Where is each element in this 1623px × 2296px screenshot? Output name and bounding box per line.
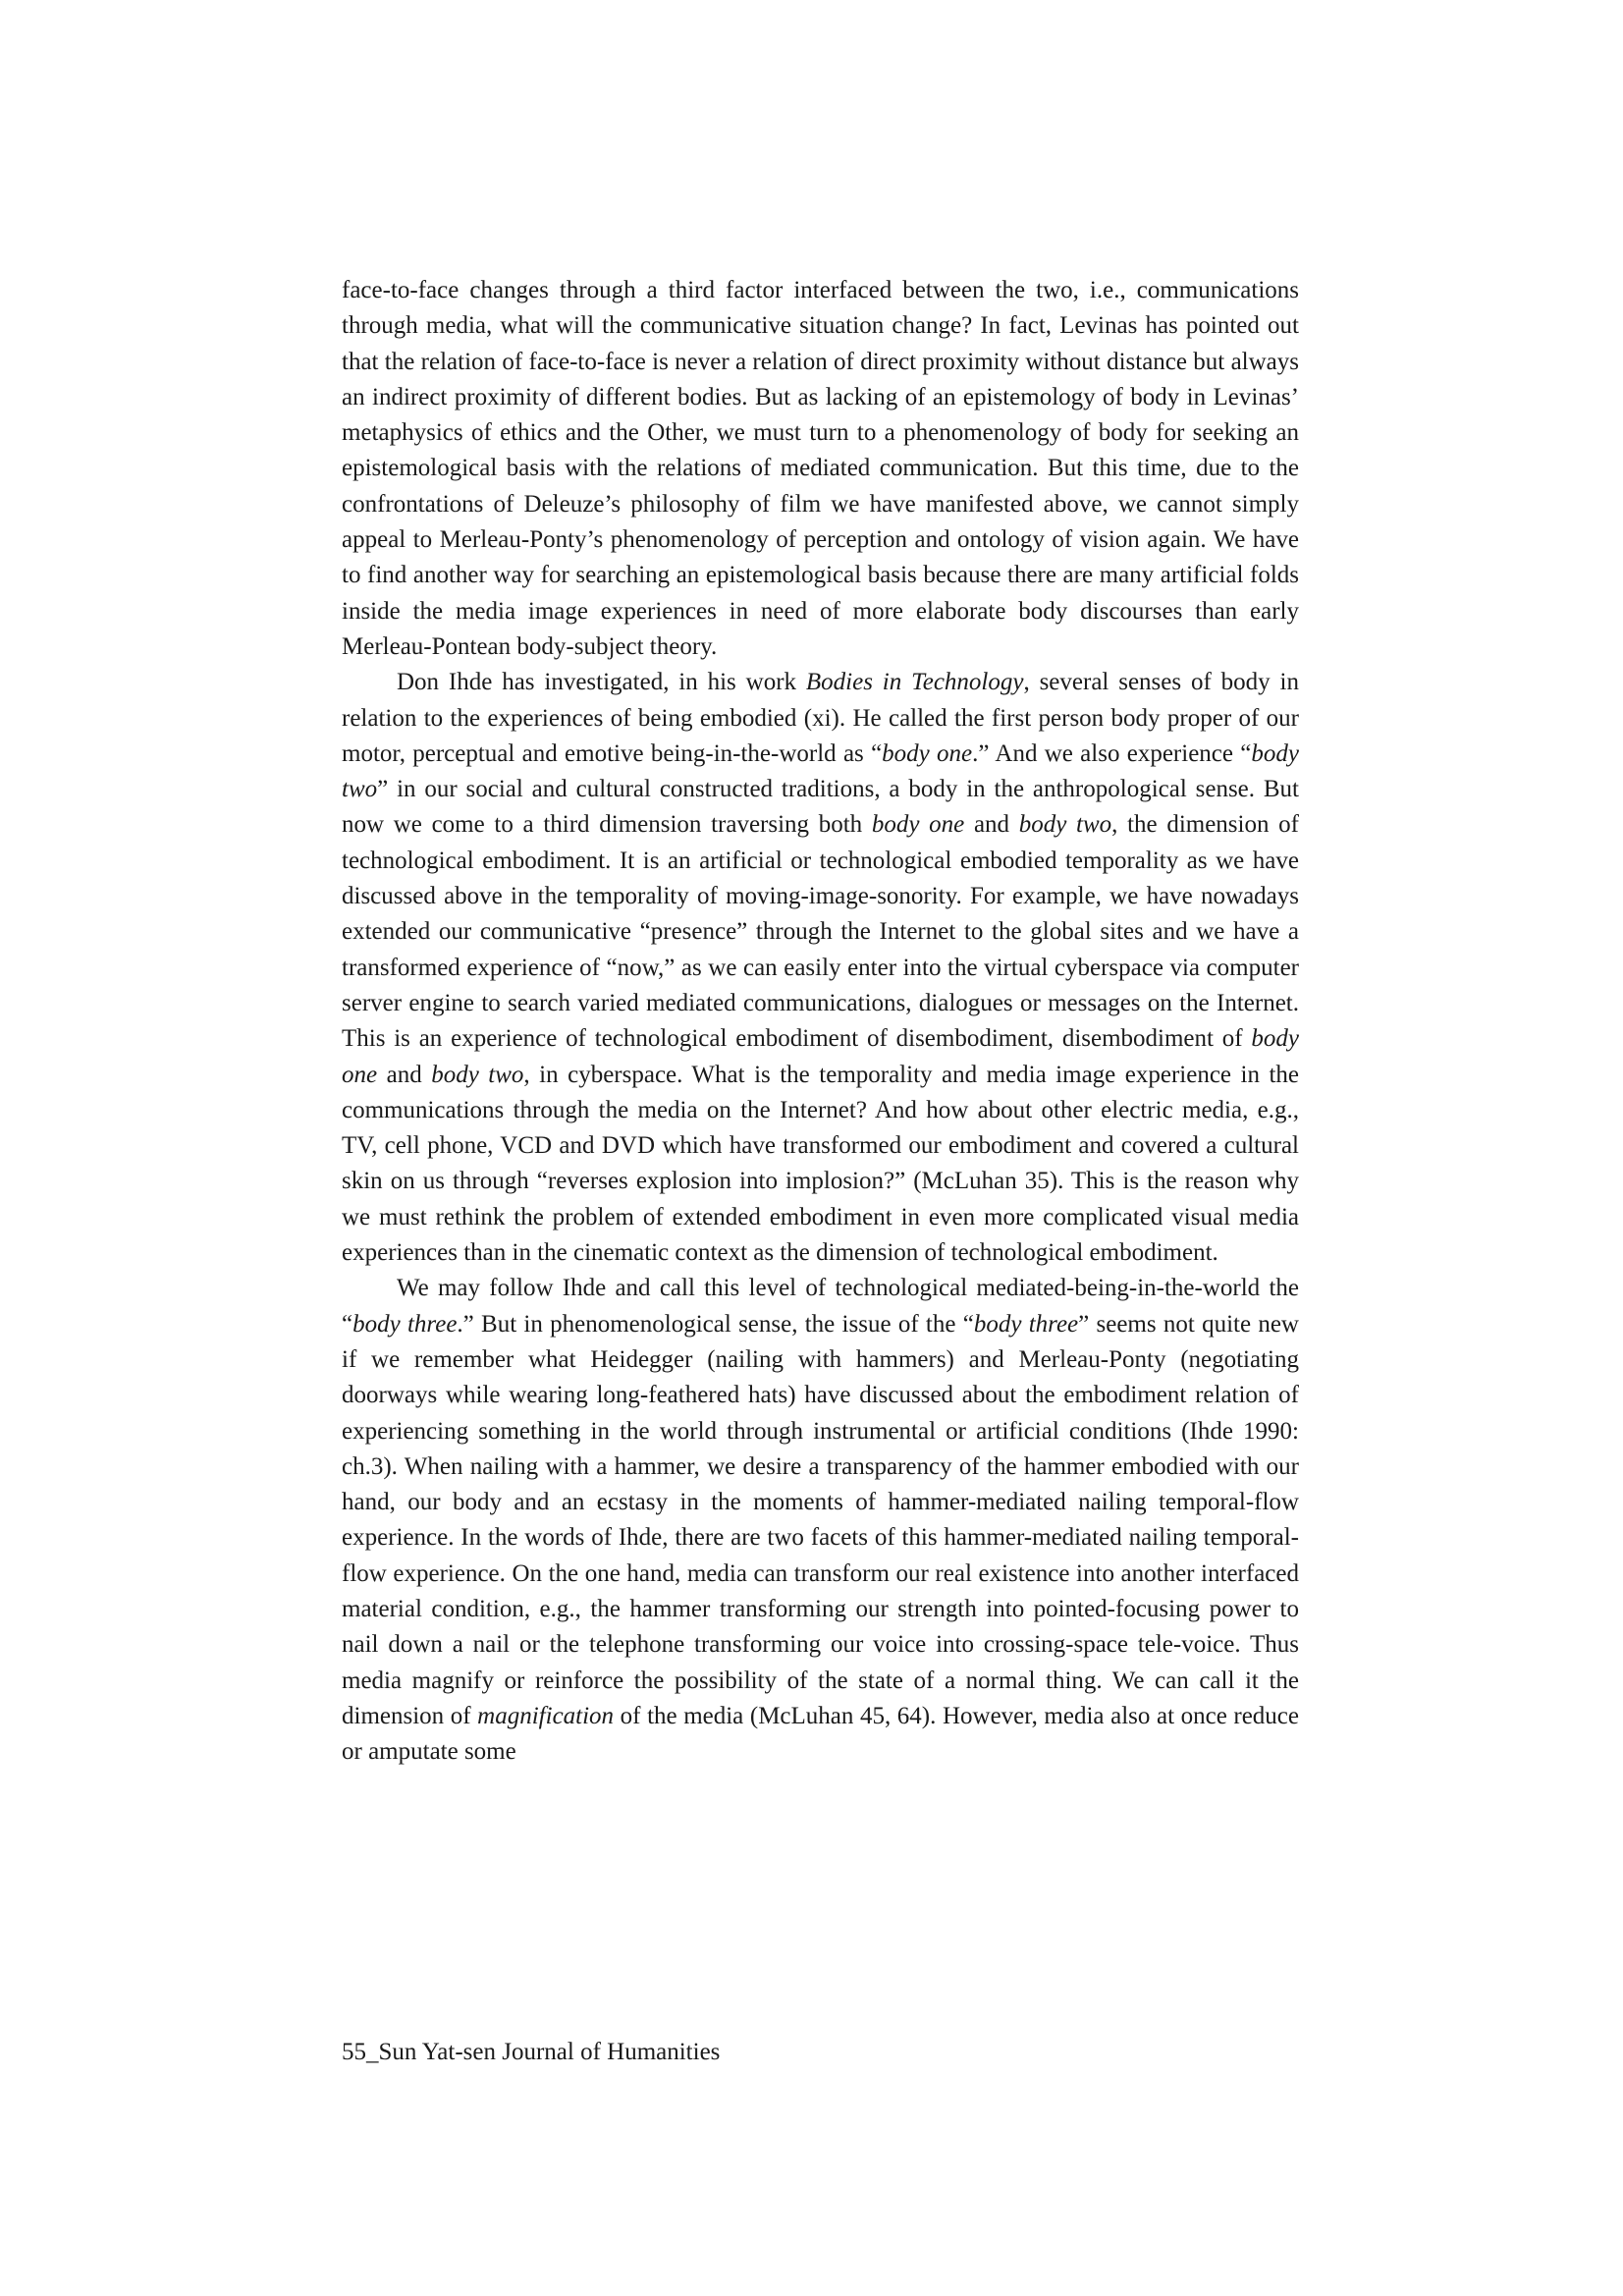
text-run: , several senses of body in relation to the experiences of being embodied (xi). He called the first person body proper of our motor, perceptual and emotive being-in-the-world as “ [342, 669, 1299, 767]
text-run: face-to-face changes through a third factor interfaced between the two, i.e., communications through media, what will the communicative situation change? In fact, Levinas has pointed out that the relation of face-to-face is never a relation of direct proximity without distance but always an indirect proximity of different bodies. But as lacking of an epistemology of body in Levinas’ metaphysics of ethics and the Other, we must turn to a phenomenology of body for seeking an epistemological basis with the relations of mediated communication. But this time, due to the confrontations of Deleuze’s philosophy of film we have manifested above, we cannot simply appeal to Merleau-Ponty’s phenomenology of perception and ontology of vision again. We have to find another way for searching an epistemological basis because there are many artificial folds inside the media image experiences in need of more elaborate body discourses than early Merleau-Pontean body-subject theory. [342, 277, 1299, 660]
text-run: ” in our social and cultural constructed traditions, a body in the anthropological sense. But now we come to a third dimension traversing both [342, 776, 1299, 839]
italic-text: body one [871, 811, 965, 839]
italic-text: body one [342, 1025, 1299, 1088]
paragraph [342, 1271, 1299, 1770]
italic-text: Bodies in Technology [805, 669, 1024, 696]
page-footer [342, 2038, 720, 2067]
text-run: , the dimension of technological embodiment. It is an artificial or technological embodied temporality as we have discussed above in the temporality of moving-image-sonority. For example, we have nowadays extended our communicative “presence” through the Internet to the global sites and we have a transformed experience of “now,” as we can easily enter into the virtual cyberspace via computer server engine to search varied mediated communications, dialogues or messages on the Internet. This is an experience of technological embodiment of disembodiment, disembodiment of [342, 811, 1299, 1053]
body-text [342, 273, 1299, 1770]
text-run: ” seems not quite new if we remember what Heidegger (nailing with hammers) and Merleau-Ponty (negotiating doorways while wearing long-feathered hats) have discussed about the embodiment relation of experiencing something in the world through instrumental or artificial conditions (Ihde 1990: ch.3). When nailing with a hammer, we desire a transparency of the hammer embodied with our hand, our body and an ecstasy in the moments of hammer-mediated nailing temporal-flow experience. In the words of Ihde, there are two facets of this hammer-mediated nailing temporal-flow experience. On the one hand, media can transform our real existence into another interfaced material condition, e.g., the hammer transforming our strength into pointed-focusing power to nail down a nail or the telephone transforming our voice into crossing-space tele-voice. Thus media magnify or reinforce the possibility of the state of a normal thing. We can call it the dimension of [342, 1310, 1299, 1729]
italic-text: body two [342, 739, 1299, 803]
text-run: We may follow Ihde and call this level of technological mediated-being-in-the-world the “ [342, 1275, 1299, 1338]
text-run: and [377, 1061, 432, 1088]
text-run: Don Ihde has investigated, in his work [397, 669, 806, 696]
italic-text: magnification [477, 1702, 615, 1729]
italic-text: body three [352, 1310, 458, 1338]
italic-text: body two [431, 1061, 524, 1088]
paragraph [342, 273, 1299, 665]
italic-text: body three [973, 1310, 1079, 1338]
paragraph [342, 665, 1299, 1271]
text-run: , in cyberspace. What is the temporality and media image experience in the communications through the media on the Internet? And how about other electric media, e.g., TV, cell phone, VCD and DVD which have transformed our embodiment and covered a cultural skin on us through “reverses explosion into implosion?” (McLuhan 35). This is the reason why we must rethink the problem of extended embodiment in even more complicated visual media experiences than in the cinematic context as the dimension of technological embodiment. [342, 1061, 1299, 1267]
text-run: of the media (McLuhan 45, 64). However, media also at once reduce or amputate some [342, 1702, 1299, 1766]
text-run: and [964, 811, 1019, 839]
text-run: .” But in phenomenological sense, the issue of the “ [457, 1310, 974, 1338]
footer-text: 55_Sun Yat-sen Journal of Humanities [342, 2039, 721, 2065]
italic-text: body two [1018, 811, 1112, 839]
italic-text: body one [882, 739, 973, 767]
text-run: .” And we also experience “ [972, 739, 1252, 767]
